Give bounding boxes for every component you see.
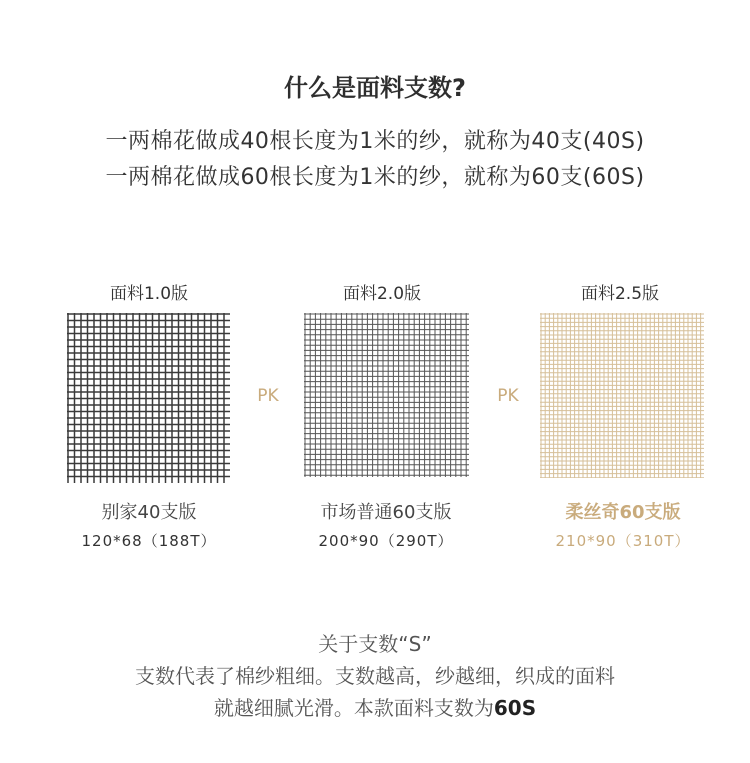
panel-name-v3: 柔丝奇60支版 bbox=[565, 502, 681, 523]
about-heading: 关于支数“S” bbox=[318, 632, 432, 656]
fabric-grid-v1 bbox=[67, 313, 230, 483]
panel-spec-v2: 200*90（290T） bbox=[318, 532, 454, 550]
pk-label-2: PK bbox=[497, 386, 519, 406]
panel-label-v2: 面料2.0版 bbox=[342, 284, 422, 304]
pk-label-1: PK bbox=[257, 386, 279, 406]
panel-name-v1: 别家40支版 bbox=[101, 502, 197, 523]
fabric-grid-v2 bbox=[304, 313, 469, 477]
panel-name-v2: 市场普通60支版 bbox=[320, 502, 452, 523]
intro-line-60s: 一两棉花做成60根长度为1米的纱，就称为60支(60S) bbox=[105, 165, 645, 190]
panel-label-v1: 面料1.0版 bbox=[109, 284, 189, 304]
intro-line-40s: 一两棉花做成40根长度为1米的纱，就称为40支(40S) bbox=[105, 129, 645, 154]
about-line-2-text: 就越细腻光滑。本款面料支数为 bbox=[213, 696, 494, 720]
page-title: 什么是面料支数? bbox=[284, 74, 466, 102]
panel-spec-v1: 120*68（188T） bbox=[81, 532, 217, 550]
about-line-1: 支数代表了棉纱粗细。支数越高，纱越细，织成的面料 bbox=[135, 664, 615, 688]
about-line-2 bbox=[0, 692, 750, 721]
about-line-2-value: 60S bbox=[493, 696, 537, 720]
panel-label-v3: 面料2.5版 bbox=[580, 284, 660, 304]
fabric-grid-v3 bbox=[540, 313, 704, 478]
panel-spec-v3: 210*90（310T） bbox=[555, 532, 691, 550]
